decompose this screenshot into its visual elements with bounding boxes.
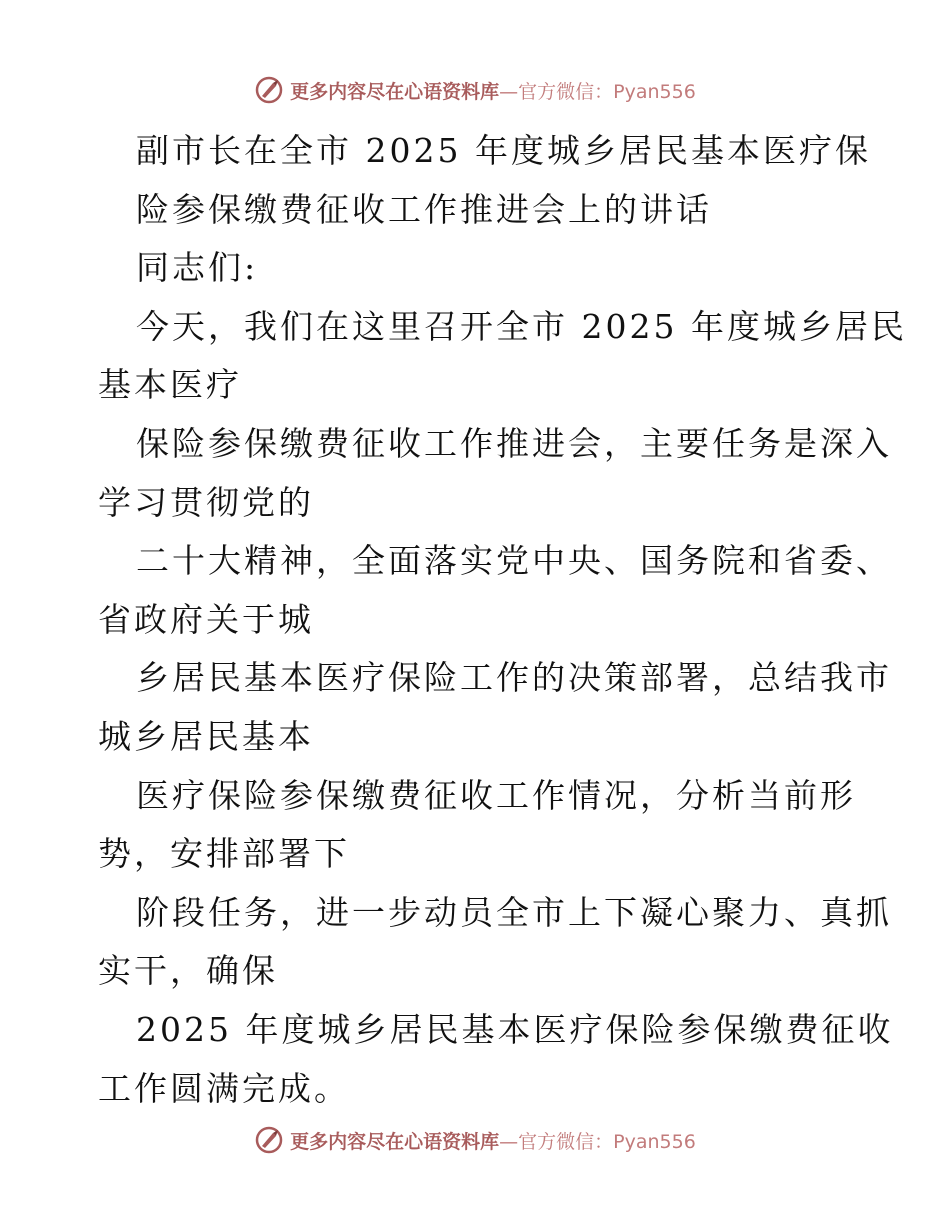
banner-brand-text: 更多内容尽在心语资料库 [290,80,500,103]
paragraph-line: 工作圆满完成。 [98,1068,350,1108]
banner-wechat-text: —官方微信：Pyan556 [499,80,696,103]
document-title-line-2: 险参保缴费征收工作推进会上的讲话 [136,189,712,229]
paragraph-line: 今天，我们在这里召开全市 2025 年度城乡居民 [136,306,907,346]
paragraph-line: 二十大精神，全面落实党中央、国务院和省委、 [136,541,892,581]
banner-wechat-text: —官方微信：Pyan556 [499,1130,696,1153]
paragraph-line: 城乡居民基本 [98,716,314,756]
paragraph-line: 2025 年度城乡居民基本医疗保险参保缴费征收 [136,1009,894,1049]
paragraph-line: 医疗保险参保缴费征收工作情况，分析当前形 [136,775,856,815]
salutation: 同志们: [136,248,259,288]
paragraph-line: 学习贯彻党的 [98,482,314,522]
paragraph-line: 阶段任务，进一步动员全市上下凝心聚力、真抓 [136,892,892,932]
banner-brand-text: 更多内容尽在心语资料库 [290,1130,500,1153]
paragraph-line: 实干，确保 [98,951,278,991]
quill-logo-icon [254,1125,284,1155]
footer-watermark-banner [0,1120,950,1160]
paragraph-line: 省政府关于城 [98,599,314,639]
paragraph-line: 乡居民基本医疗保险工作的决策部署，总结我市 [136,658,892,698]
paragraph-line: 基本医疗 [98,365,242,405]
paragraph-line: 保险参保缴费征收工作推进会，主要任务是深入 [136,423,892,463]
header-watermark-banner [0,70,950,110]
document-body [98,122,907,1118]
document-title-line-1: 副市长在全市 2025 年度城乡居民基本医疗保 [136,131,871,170]
quill-logo-icon [254,75,284,105]
paragraph-line: 势，安排部署下 [98,834,350,874]
